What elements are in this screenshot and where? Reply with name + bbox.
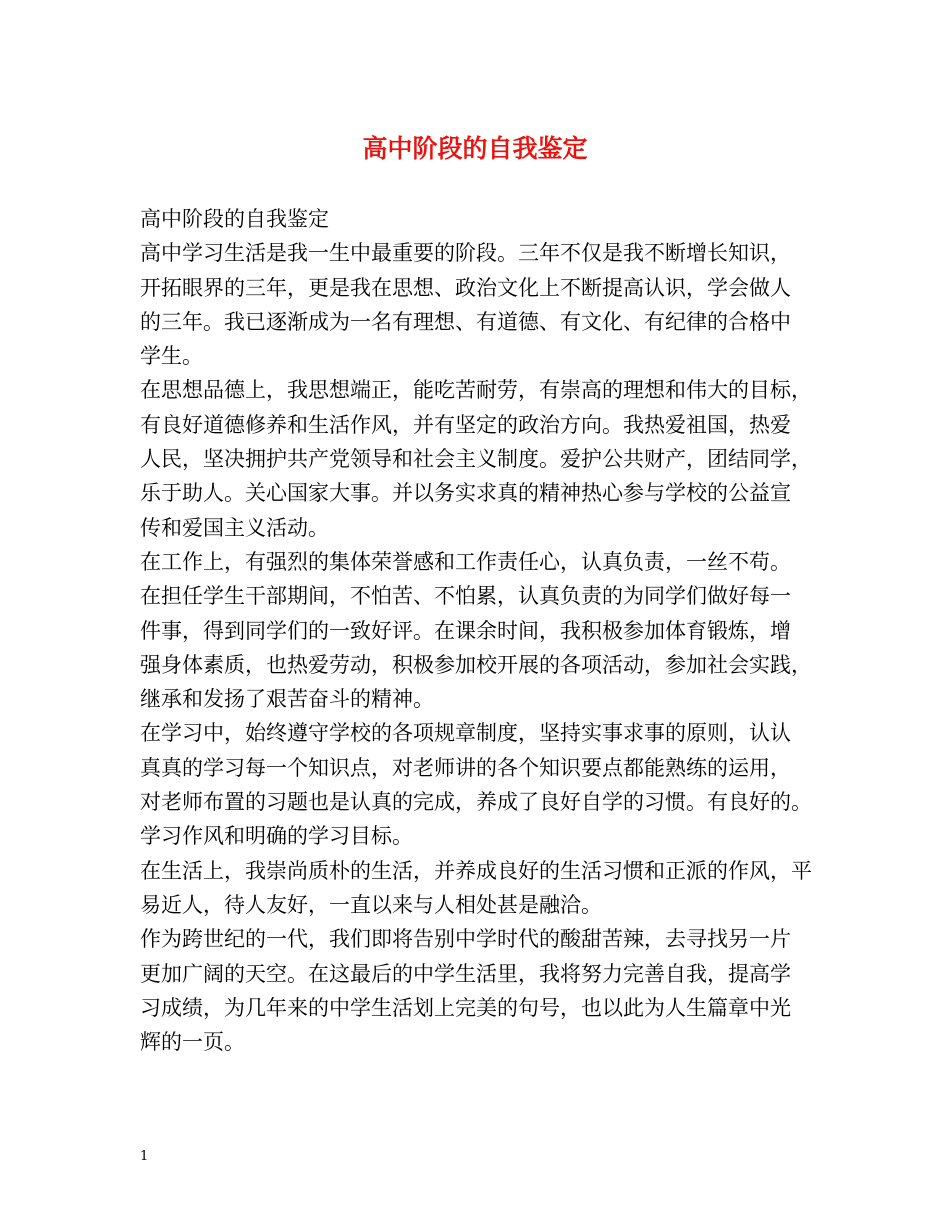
text-line: 辉的一页。 <box>140 1030 245 1055</box>
text-line: 对老师布置的习题也是认真的完成，养成了良好自学的习惯。有良好的。 <box>140 790 812 815</box>
text-line: 易近人，待人友好，一直以来与人相处甚是融洽。 <box>140 892 602 917</box>
text-line: 传和爱国主义活动。 <box>140 515 329 540</box>
text-line: 学习作风和明确的学习目标。 <box>140 824 413 849</box>
text-line: 高中阶段的自我鉴定 <box>140 207 329 231</box>
text-line: 乐于助人。关心国家大事。并以务实求真的精神热心参与学校的公益宣 <box>140 481 791 506</box>
page-number: 1 <box>140 1149 149 1164</box>
text-line: 习成绩，为几年来的中学生活划上完美的句号，也以此为人生篇章中光 <box>140 995 791 1020</box>
text-line: 件事，得到同学们的一致好评。在课余时间，我积极参加体育锻炼，增 <box>140 618 791 643</box>
text-line: 强身体素质，也热爱劳动，积极参加校开展的各项活动，参加社会实践， <box>140 652 812 677</box>
document-body <box>140 202 830 1059</box>
text-line: 继承和发扬了艰苦奋斗的精神。 <box>140 687 434 712</box>
text-line: 作为跨世纪的一代，我们即将告别中学时代的酸甜苦辣，去寻找另一片 <box>140 927 791 952</box>
text-line: 真真的学习每一个知识点，对老师讲的各个知识要点都能熟练的运用， <box>140 755 791 780</box>
text-line: 人民，坚决拥护共产党领导和社会主义制度。爱护公共财产，团结同学， <box>140 447 812 472</box>
text-line: 学生。 <box>140 344 203 369</box>
text-line: 在担任学生干部期间，不怕苦、不怕累，认真负责的为同学们做好每一 <box>140 584 791 609</box>
text-line: 在学习中，始终遵守学校的各项规章制度，坚持实事求事的原则，认认 <box>140 721 791 746</box>
text-line: 在思想品德上，我思想端正，能吃苦耐劳，有崇高的理想和伟大的目标， <box>140 378 812 403</box>
text-line: 开拓眼界的三年，更是我在思想、政治文化上不断提高认识，学会做人 <box>140 275 791 300</box>
text-line: 高中学习生活是我一生中最重要的阶段。三年不仅是我不断增长知识， <box>140 241 791 266</box>
text-line: 的三年。我已逐渐成为一名有理想、有道德、有文化、有纪律的合格中 <box>140 309 791 334</box>
text-line: 有良好道德修养和生活作风，并有坚定的政治方向。我热爱祖国，热爱 <box>140 412 791 437</box>
text-line: 在生活上，我崇尚质朴的生活，并养成良好的生活习惯和正派的作风，平 <box>140 858 812 883</box>
text-line: 在工作上，有强烈的集体荣誉感和工作责任心，认真负责，一丝不苟。 <box>140 549 791 574</box>
text-line: 更加广阔的天空。在这最后的中学生活里，我将努力完善自我，提高学 <box>140 961 791 986</box>
page-title: 高中阶段的自我鉴定 <box>362 134 588 163</box>
